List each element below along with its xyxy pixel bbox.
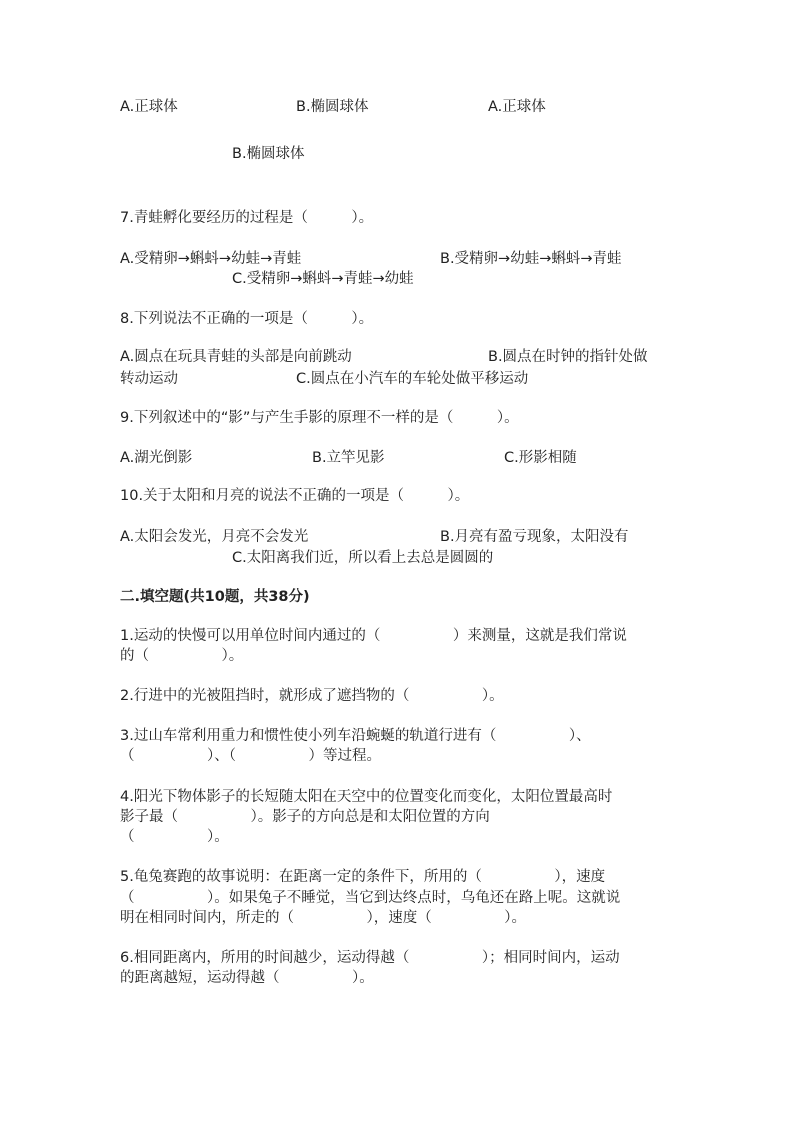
option-c: C.受精卵→蝌蚪→青蛙→幼蛙 xyxy=(232,271,414,287)
fill-question-line: 3.过山车常利用重力和惯性使小列车沿蜿蜒的轨道行进有（ ）、 xyxy=(120,728,591,744)
question-stem: 8.下列说法不正确的一项是（ ）。 xyxy=(120,311,374,327)
fill-question-line: 2.行进中的光被阻挡时，就形成了遮挡物的（ ）。 xyxy=(120,688,504,704)
fill-question-line: （ ）、（ ）等过程。 xyxy=(120,748,381,764)
question-stem: 10.关于太阳和月亮的说法不正确的一项是（ ）。 xyxy=(120,488,470,504)
option-b-continued: 转动运动 xyxy=(120,371,178,387)
option-b: B.椭圆球体 xyxy=(232,146,305,162)
option-a: A.圆点在玩具青蛙的头部是向前跳动 xyxy=(120,349,352,365)
option-a: A.正球体 xyxy=(120,99,178,115)
option-a: A.湖光倒影 xyxy=(120,450,193,466)
option-a: A.受精卵→蝌蚪→幼蛙→青蛙 xyxy=(120,251,302,267)
fill-question-line: 6.相同距离内，所用的时间越少，运动得越（ ）；相同时间内，运动 xyxy=(120,950,620,966)
option-b: B.受精卵→幼蛙→蝌蚪→青蛙 xyxy=(440,251,622,267)
fill-question-line: 的（ ）。 xyxy=(120,648,244,664)
option-c: C.太阳离我们近，所以看上去总是圆圆的 xyxy=(232,550,494,566)
option-b: B.月亮有盈亏现象，太阳没有 xyxy=(440,529,629,545)
option-b: B.椭圆球体 xyxy=(296,99,369,115)
fill-question-line: 4.阳光下物体影子的长短随太阳在天空中的位置变化而变化，太阳位置最高时 xyxy=(120,789,613,805)
option-b: B.圆点在时钟的指针处做 xyxy=(488,349,648,365)
option-c: C.形影相随 xyxy=(504,450,577,466)
fill-question-line: （ ）。 xyxy=(120,829,229,845)
question-stem: 9.下列叙述中的“影”与产生手影的原理不一样的是（ ）。 xyxy=(120,410,519,426)
fill-question-line: 1.运动的快慢可以用单位时间内通过的（ ）来测量，这就是我们常说 xyxy=(120,628,627,644)
fill-question-line: 明在相同时间内，所走的（ ），速度（ ）。 xyxy=(120,910,526,926)
fill-question-line: 5.龟兔赛跑的故事说明：在距离一定的条件下，所用的（ ），速度 xyxy=(120,869,606,885)
option-c: C.圆点在小汽车的车轮处做平移运动 xyxy=(296,371,529,387)
question-stem: 7.青蛙孵化要经历的过程是（ ）。 xyxy=(120,210,374,226)
fill-question-line: 的距离越短，运动得越（ ）。 xyxy=(120,970,374,986)
option-a: A.太阳会发光，月亮不会发光 xyxy=(120,529,309,545)
option-a: A.正球体 xyxy=(488,99,546,115)
fill-question-line: 影子最（ ）。影子的方向总是和太阳位置的方向 xyxy=(120,809,490,825)
section-title: 二.填空题(共10题，共38分) xyxy=(120,589,310,605)
fill-question-line: （ ）。如果兔子不睡觉，当它到达终点时，乌龟还在路上呢。这就说 xyxy=(120,890,621,906)
option-b: B.立竿见影 xyxy=(312,450,385,466)
